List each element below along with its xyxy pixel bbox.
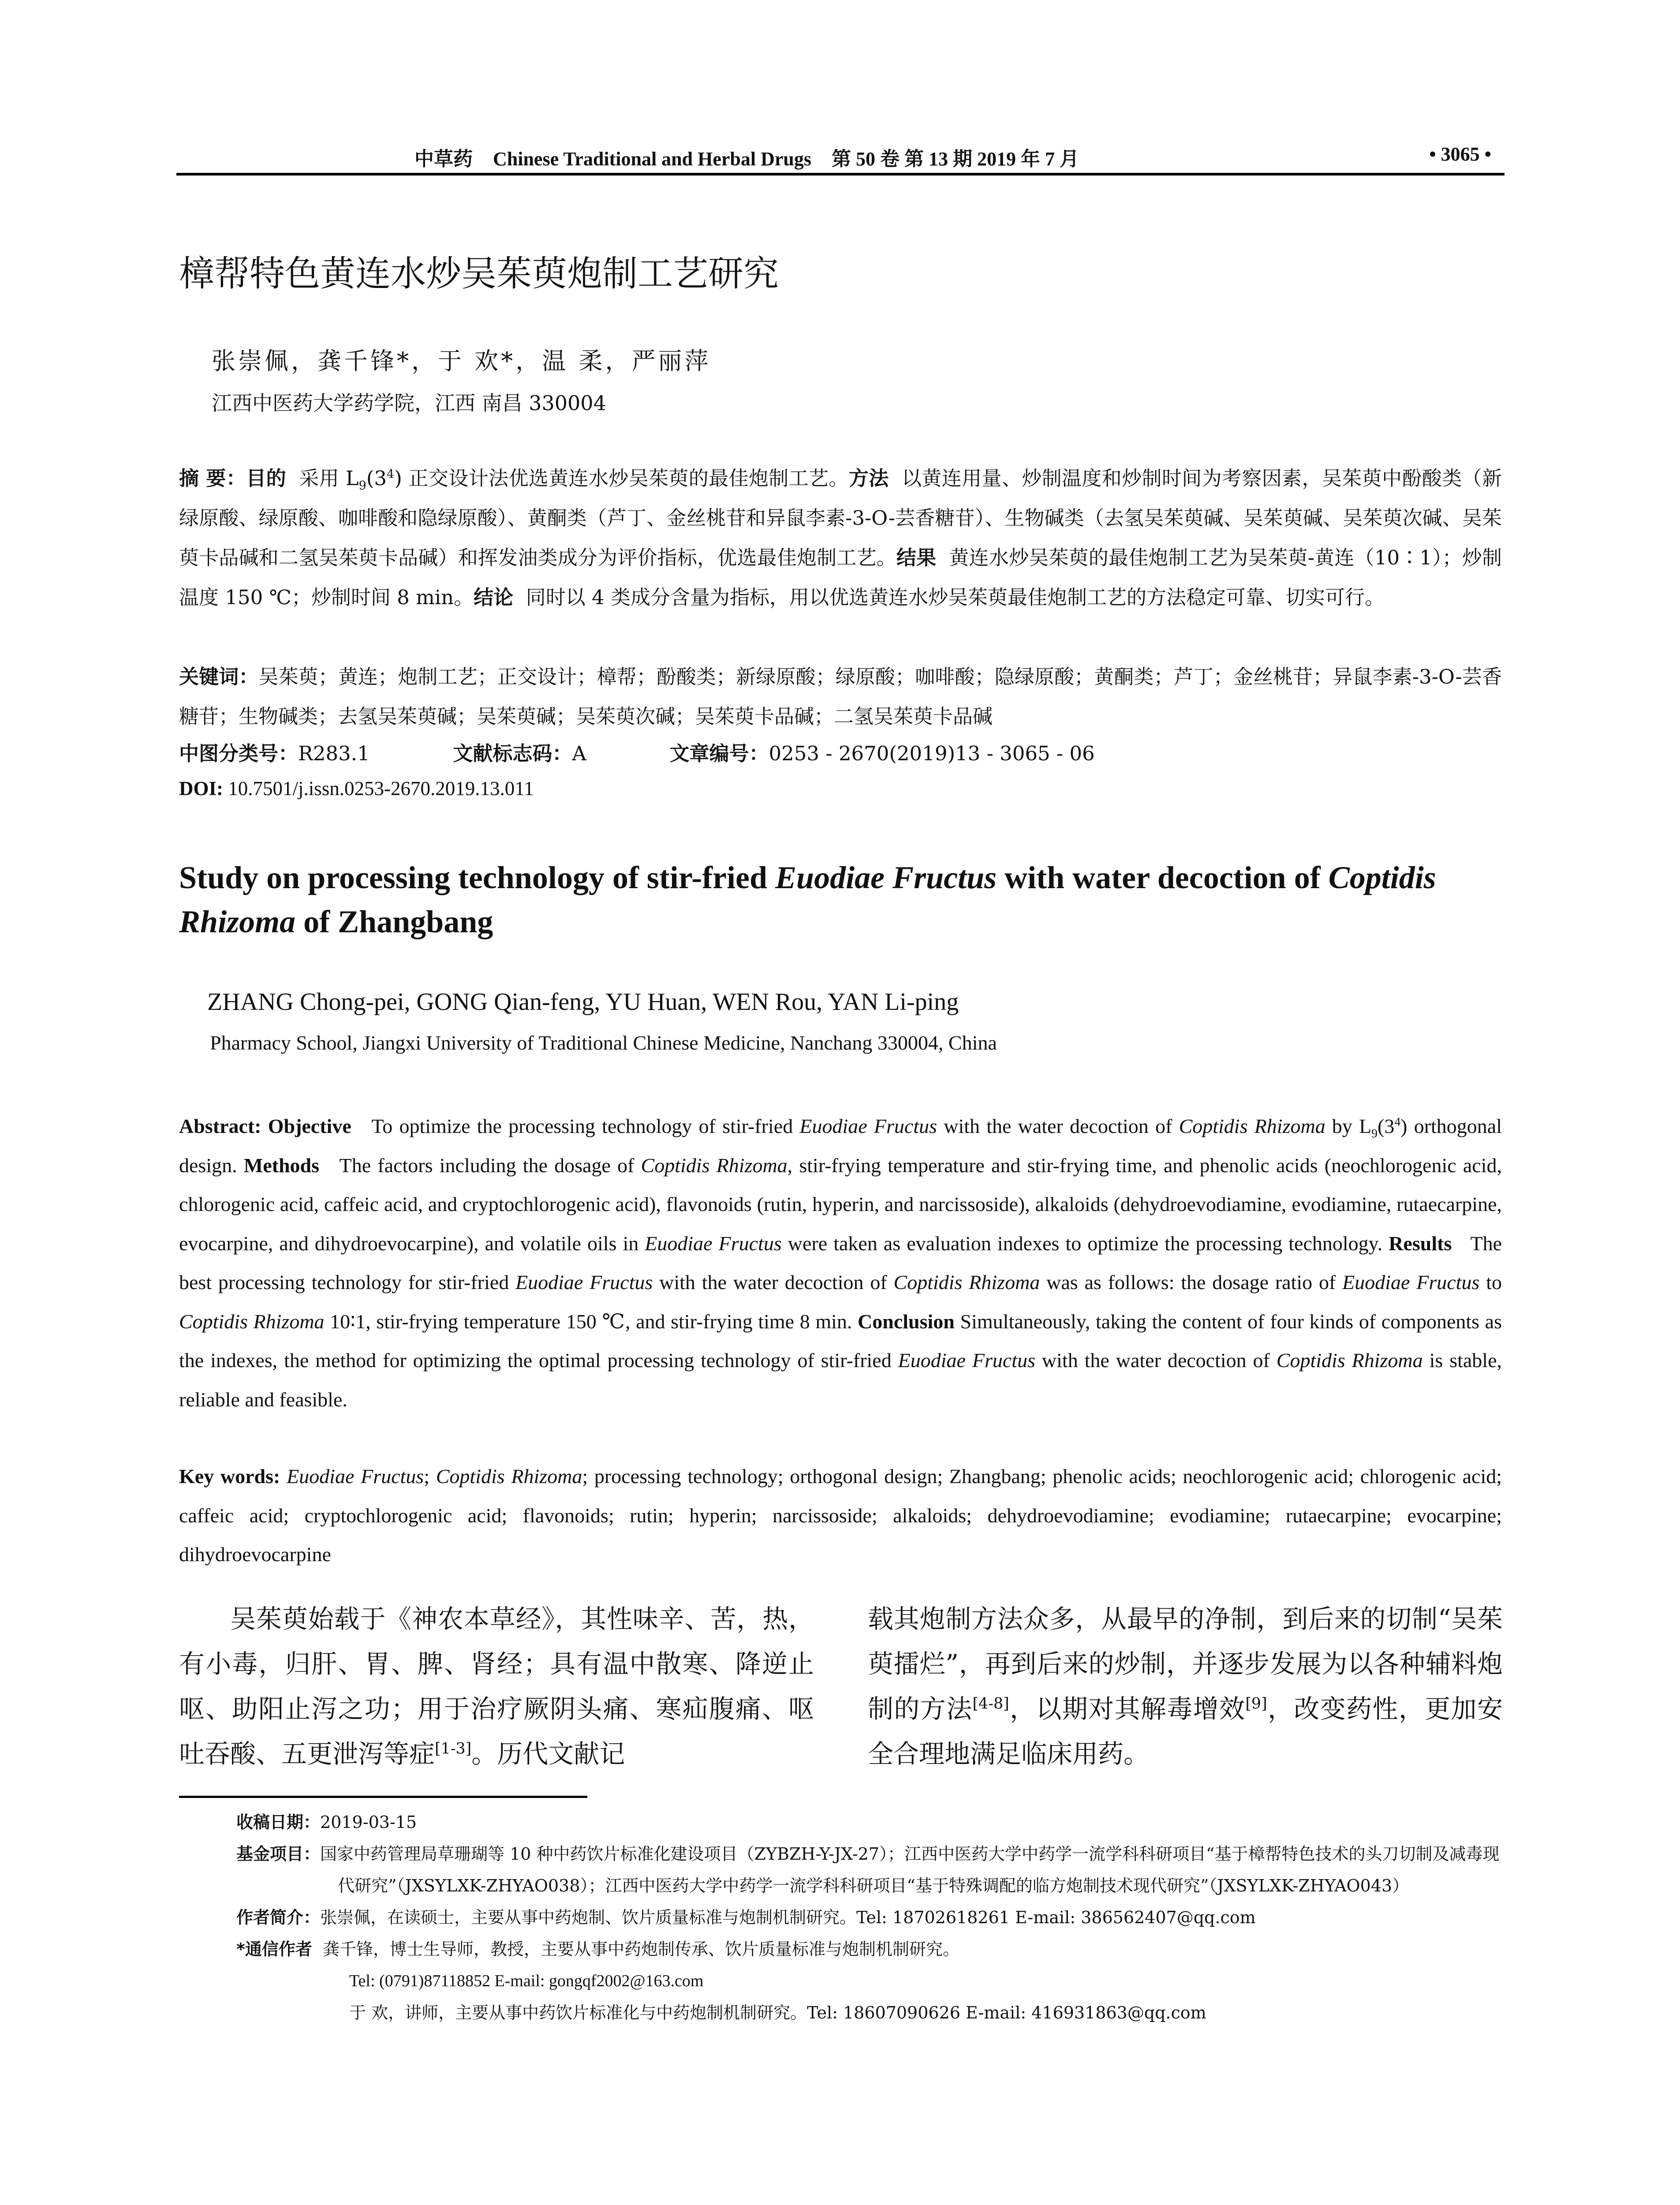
title-en-part: with water decoction of [997,860,1329,895]
species-name: Coptidis Rhizoma [179,1310,325,1333]
body-column-right [868,1596,1503,1776]
conclusion-text-cn: 同时以 4 类成分含量为指标，用以优选黄连水炒吴茱萸最佳炮制工艺的方法稳定可靠、切实可行。 [526,586,1385,609]
doccode-value: A [572,742,586,765]
clc-value: R283.1 [298,742,370,765]
footnote-label: 作者简介： [236,1908,321,1927]
abstract-en-text: with the water decoction of [653,1271,894,1293]
keywords-en [179,1457,1502,1574]
objective-text-cn-3: ) 正交设计法优选黄连水炒吴茱萸的最佳炮制工艺。 [394,467,849,490]
article-title-en [179,856,1506,944]
authors-cn: 张崇佩，龚千锋*，于 欢*，温 柔，严丽萍 [212,347,711,375]
doccode-label: 文献标志码： [453,742,572,765]
methods-text-cn: 以黄连用量、炒制温度和炒制时间为考察因素，吴茱萸中酚酸类（新绿原酸、绿原酸、咖啡酸和隐绿原酸）、黄酮类（芦丁、金丝桃苷和异鼠李素-3-O-芸香糖苷）、生物碱类（去氢吴茱萸碱、吴茱萸碱、吴茱萸次碱、吴茱萸卡品碱和二氢吴茱萸卡品碱）和挥发油类成分为评价指标，优选最佳炮制工艺。 [179,467,1502,569]
journal-issue: 第 50 卷 第 13 期 2019 年 7 月 [831,148,1079,170]
footnote-label: 收稿日期： [236,1813,321,1832]
results-label-cn: 结果 [896,546,937,569]
species-name: Euodiae Fructus [645,1232,782,1255]
title-en-part-italic: Coptidis Rhizoma [179,860,1436,939]
species-name: Coptidis Rhizoma [1276,1349,1423,1372]
methods-label-en: Methods [243,1154,320,1177]
doi-value: 10.7501/j.issn.0253-2670.2019.13.011 [228,777,534,800]
footnote-corresponding-2: 于 欢，讲师，主要从事中药饮片标准化与中药炮制机制研究。Tel: 18607090626 E-mail: 416931863@qq.com [349,2003,1206,2022]
abstract-en-text: The best processing technology for stir-fried [179,1232,1502,1293]
results-text-cn: 黄连水炒吴茱萸的最佳炮制工艺为吴茱萸-黄连（10∶1）；炒制温度 150 ℃；炒制时间 8 min。 [179,546,1502,609]
keywords-text-cn: 吴茱萸；黄连；炮制工艺；正交设计；樟帮；酚酸类；新绿原酸；绿原酸；咖啡酸；隐绿原酸；黄酮类；芦丁；金丝桃苷；异鼠李素-3-O-芸香糖苷；生物碱类；去氢吴茱萸碱；吴茱萸碱；吴茱萸次碱；吴茱萸卡品碱；二氢吴茱萸卡品碱 [179,665,1502,728]
footnote-label: *通信作者 [236,1940,312,1959]
footnote-value: 龚千锋，博士生导师，教授，主要从事中药炮制传承、饮片质量标准与炮制机制研究。 [323,1940,960,1959]
footnote-received [236,1806,1506,1838]
footnote-author-bio [236,1902,1506,1933]
journal-name-cn: 中草药 [414,148,473,170]
affiliation-en: Pharmacy School, Jiangxi University of Traditional Chinese Medicine, Nanchang 330004, China [210,1031,997,1054]
abstract-en-text: (3 [1378,1115,1395,1137]
species-name: Coptidis Rhizoma [641,1154,788,1177]
authors-en: ZHANG Chong-pei, GONG Qian-feng, YU Huan, WEN Rou, YAN Li-ping [207,988,959,1016]
superscript: 4 [387,467,395,481]
footnote-corresponding [236,1933,1506,1965]
footnote-value: 张崇佩，在读硕士，主要从事中药炮制、饮片质量标准与炮制机制研究。Tel: 18702618261 E-mail: 386562407@qq.com [320,1908,1256,1927]
footnote-corresponding-contact: Tel: (0791)87118852 E-mail: gongqf2002@163.com [349,1972,704,1990]
abstract-en [179,1107,1502,1419]
keywords-text-en: ; processing technology; orthogonal design; Zhangbang; phenolic acids; neochlorogenic acid; chlorogenic acid; caffeic acid; cryptochlorogenic acid; flavonoids; rutin; hyperin; narcissoside; alkaloids; dehydroevodiamine; evodiamine; rutaecarpine; evocarpine; dihydroevocarpine [179,1465,1502,1566]
citation-ref: [4-8] [972,1695,1009,1713]
journal-name-en: Chinese Traditional and Herbal Drugs [493,148,811,170]
body-text: 载其炮制方法众多，从最早的净制，到后来的切制“吴茱萸擂烂”，再到后来的炒制，并逐步发展为以各种辅料炮制的方法 [868,1604,1503,1724]
keywords-separator: ; [424,1465,436,1487]
abstract-en-text: were taken as evaluation indexes to optimize the processing technology. [781,1232,1383,1255]
species-name: Coptidis Rhizoma [1179,1115,1325,1137]
abstract-en-text: with the water decoction of [937,1115,1179,1137]
page-number: • 3065 • [1429,143,1491,165]
abstract-en-text: Simultaneously, taking the content of four kinds of components as the indexes, the method for optimizing the optimal processing technology of stir-fried [179,1310,1502,1372]
objective-text-cn: 采用 L [299,467,359,490]
abstract-en-text: by L [1325,1115,1372,1137]
clc-label: 中图分类号： [179,742,299,765]
doi-label: DOI: [179,777,223,800]
abstract-label-cn: 摘 要： [179,467,246,490]
abstract-en-text: To optimize the processing technology of stir-fried [371,1115,800,1137]
keywords-label-en: Key words: [179,1465,280,1487]
title-en-part: of Zhangbang [295,904,493,939]
title-en-part-italic: Euodiae Fructus [775,860,997,895]
article-number-value: 0253 - 2670(2019)13 - 3065 - 06 [769,742,1095,765]
species-name: Euodiae Fructus [799,1115,937,1137]
article-title-cn: 樟帮特色黄连水炒吴茱萸炮制工艺研究 [179,253,779,294]
keywords-label-cn: 关键词： [179,665,259,688]
species-name: Euodiae Fructus [515,1271,653,1293]
abstract-en-text: 10∶1, stir-frying temperature 150 ℃, and stir-frying time 8 min. [324,1310,852,1333]
doi-line [179,777,534,800]
footnote-value: 国家中药管理局草珊瑚等 10 种中药饮片标准化建设项目（ZYBZH-Y-JX-27）；江西中医药大学中药学一流学科科研项目“基于樟帮特色技术的头刀切制及减毒现代研究”（JXSYLXK-ZHYAO038）；江西中医药大学中药学一流学科科研项目“基于特殊调配的临方炮制技术现代研究”（JXSYLXK-ZHYAO043） [320,1844,1500,1895]
results-label-en: Results [1389,1232,1452,1255]
abstract-en-text: with the water decoction of [1035,1349,1277,1372]
abstract-en-text: to [1479,1271,1502,1293]
article-number-label: 文章编号： [669,742,769,765]
objective-text-cn-2: (3 [366,467,387,490]
conclusion-label-cn: 结论 [474,586,514,609]
abstract-en-text: ) orthogonal design. [179,1115,1502,1177]
species-name: Euodiae Fructus [287,1465,424,1487]
species-name: Euodiae Fructus [1342,1271,1480,1293]
journal-line [414,143,1079,171]
body-text: ，改变药性，更加安全合理地满足临床用药。 [868,1694,1503,1769]
footnote-rule [179,1796,587,1798]
methods-label-cn: 方法 [848,467,889,490]
superscript: 4 [1394,1114,1401,1129]
body-column-left [179,1596,814,1776]
citation-ref: [9] [1245,1695,1267,1713]
abstract-en-text: , stir-frying temperature and stir-frying time, and phenolic acids (neochlorogenic acid, chlorogenic acid, caffeic acid, and cryptochlorogenic acid), flavonoids (rutin, hyperin, and narcissoside), alkaloids (dehydroevodiamine, evodiamine, rutaecarpine, evocarpine, and dihydroevocarpine), and volatile oils in [179,1154,1502,1255]
body-text: ，以期对其解毒增效 [1009,1694,1246,1724]
species-name: Coptidis Rhizoma [893,1271,1040,1293]
species-name: Euodiae Fructus [898,1349,1035,1372]
body-text: 。历代文献记 [471,1739,625,1769]
abstract-en-text: The factors including the dosage of [339,1154,641,1177]
conclusion-label-en: Conclusion [858,1310,955,1333]
body-text: 吴茱萸始载于《神农本草经》，其性味辛、苦，热，有小毒，归肝、胃、脾、肾经；具有温中散寒、降逆止呕、助阳止泻之功；用于治疗厥阴头痛、寒疝腹痛、呕吐吞酸、五更泄泻等症 [179,1604,814,1769]
abstract-en-text: was as follows: the dosage ratio of [1040,1271,1343,1293]
citation-ref: [1-3] [435,1740,472,1758]
abstract-label-en: Abstract: Objective [179,1115,351,1137]
running-header [176,140,1505,176]
abstract-cn [179,459,1502,617]
keywords-cn [179,657,1502,736]
footnotes [236,1806,1506,2029]
title-en-part: Study on processing technology of stir-fried [179,860,776,895]
species-name: Coptidis Rhizoma [436,1465,582,1487]
footnote-label: 基金项目： [236,1844,321,1864]
subscript: 9 [1371,1126,1378,1140]
objective-label-cn: 目的 [246,467,286,490]
affiliation-cn: 江西中医药大学药学院，江西 南昌 330004 [212,391,606,415]
classification-line [179,737,1502,766]
footnote-value: 2019-03-15 [320,1813,417,1832]
abstract-en-text: is stable, reliable and feasible. [179,1349,1502,1411]
subscript: 9 [358,479,366,493]
footnote-fund [236,1838,1506,1902]
